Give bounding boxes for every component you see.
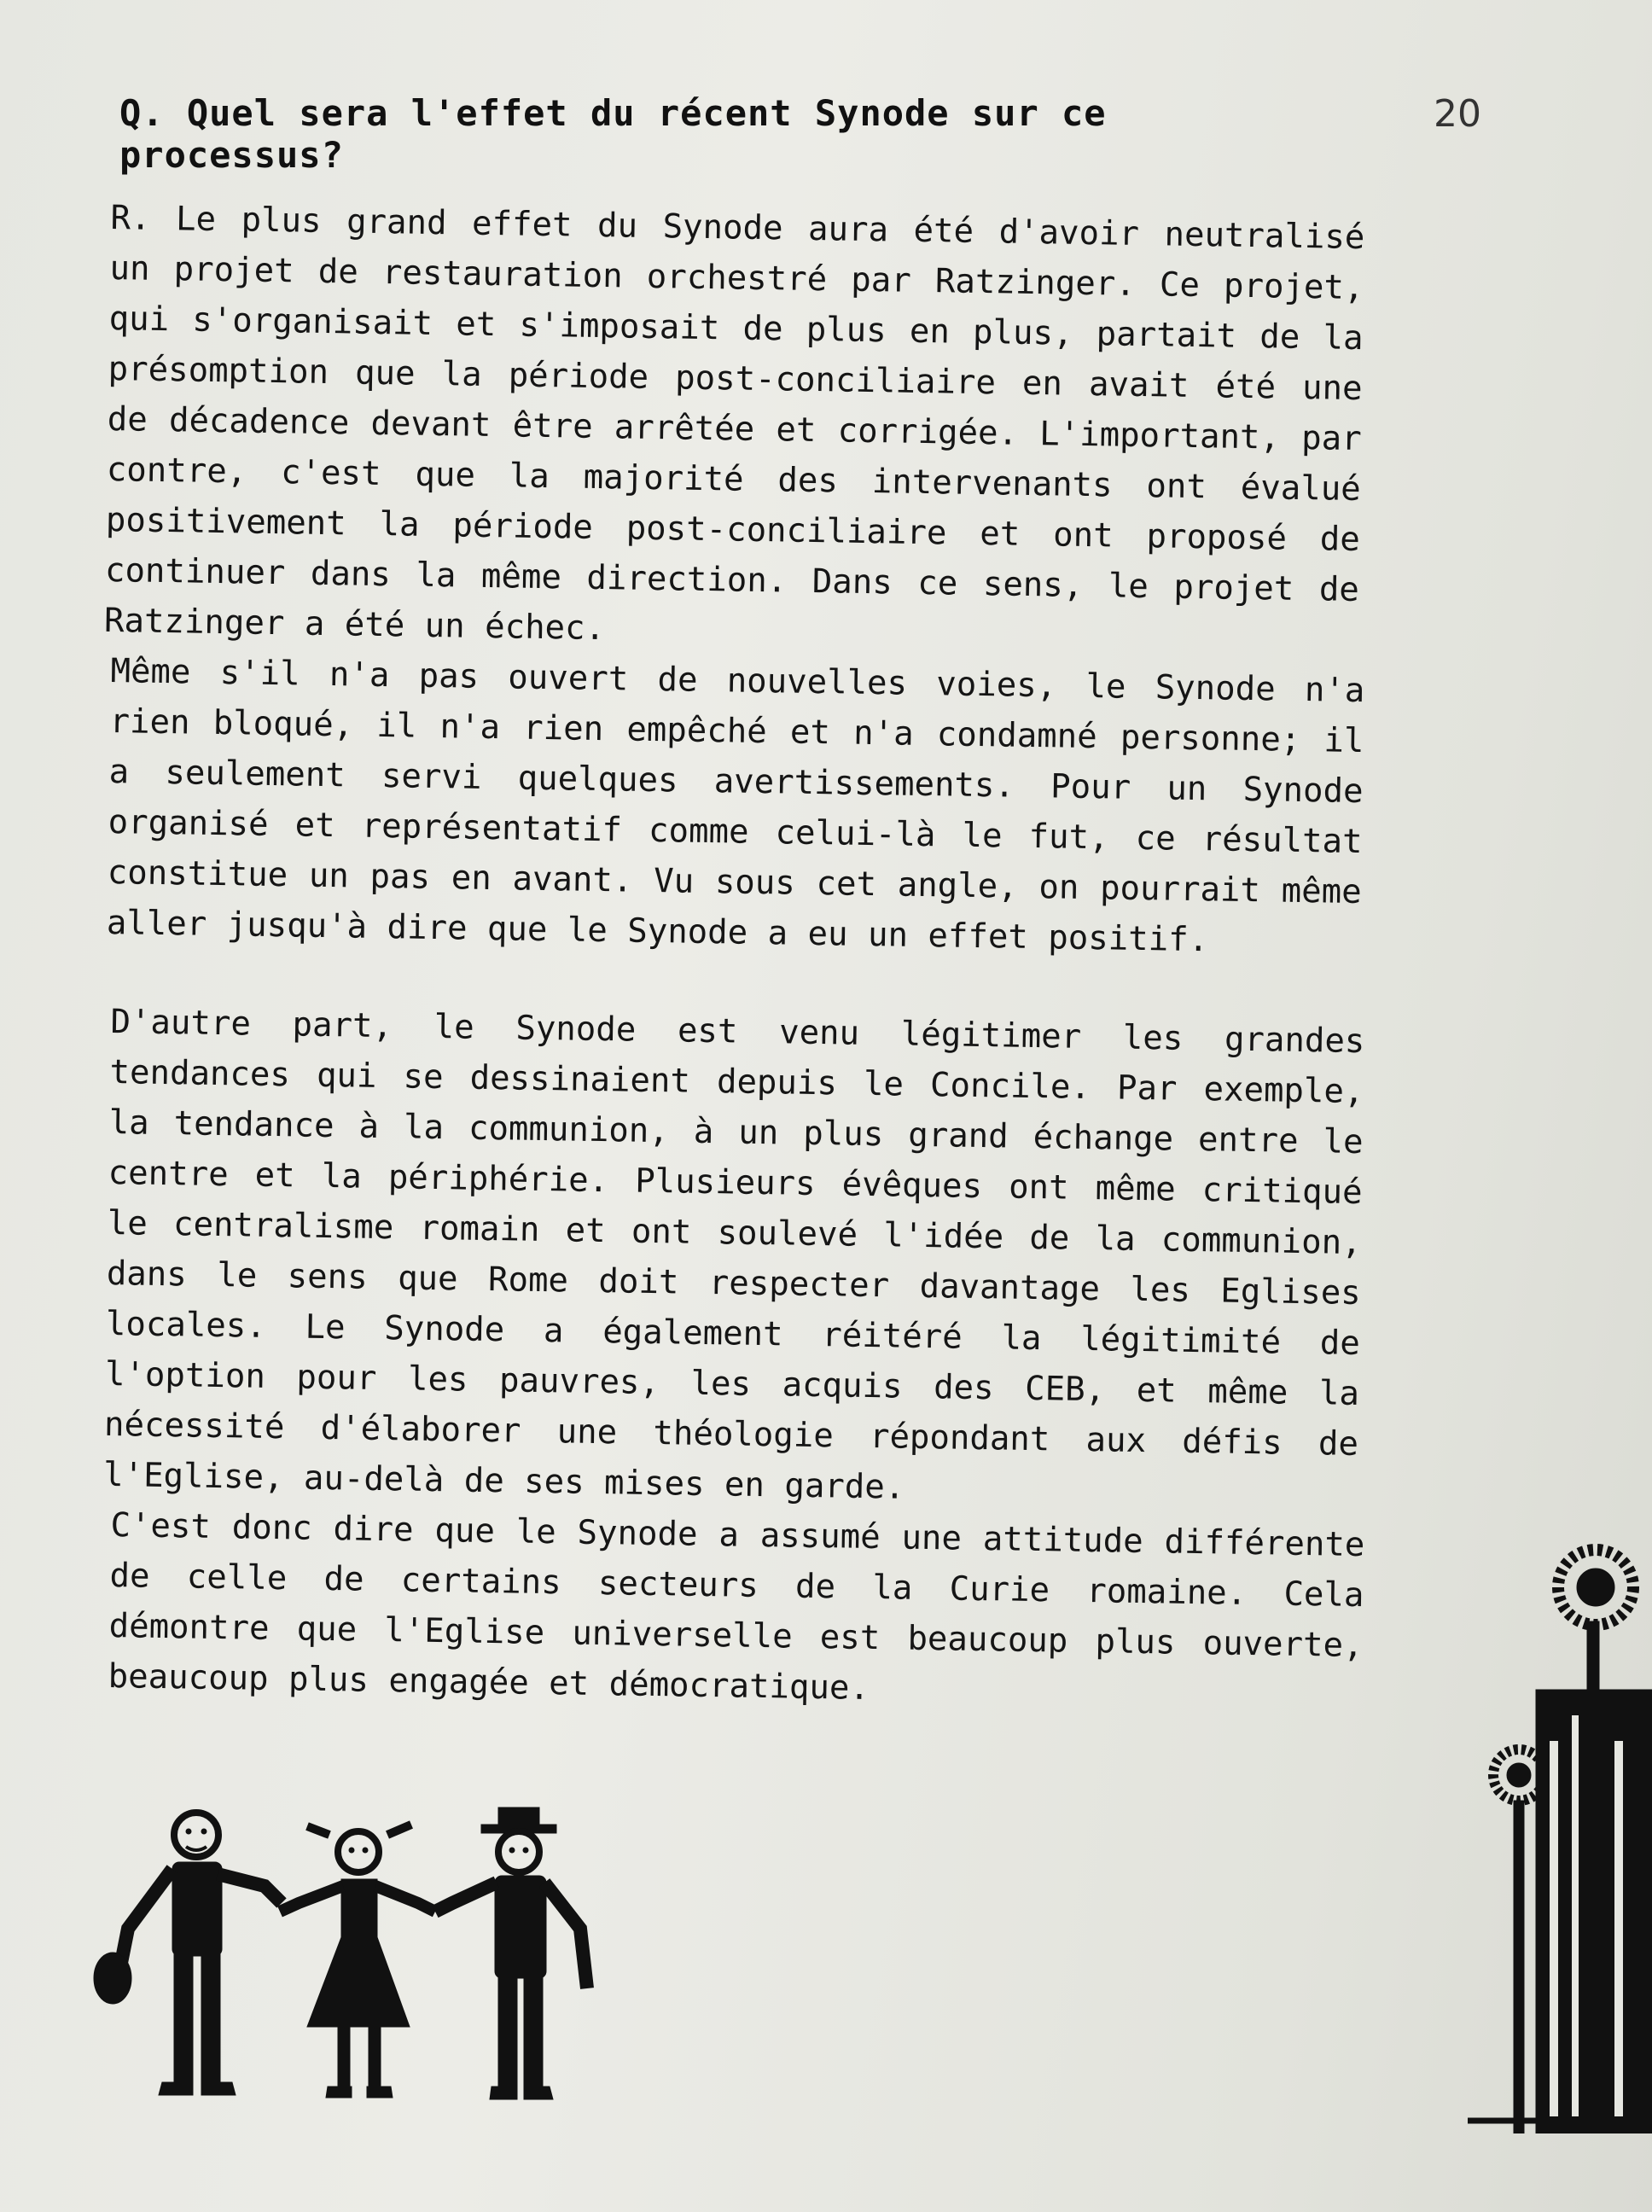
three-figures-illustration	[77, 1801, 640, 2125]
flower-tower-illustration	[1468, 1519, 1652, 2133]
paragraph-answer-intro: R. Le plus grand effet du Synode aura été d'avoir neutralisé un projet de restauration orchestré par Ratzinger. Ce projet, qui s'organisait et s'imposait de plus en plus, partait de la présomption que la période post-conciliaire en avait été une de décadence devant être arrêtée et corrigée. L'important, par contre, c'est que la majorité des intervenants ont évalué positivement la période post-conciliaire et ont proposé de continuer dans la même direction. Dans ce sens, le projet de Ratzinger a été un échec.	[103, 198, 1365, 649]
left-figure	[94, 1813, 282, 2095]
paragraph-synod-effect: Même s'il n'a pas ouvert de nouvelles voies, le Synode n'a rien bloqué, il n'a rien empêché et n'a condamné personne; il a seulement servi quelques avertissements. Pour un Synode organisé et représentatif comme celui-là le fut, ce résultat constitue un pas en avant. Vu sous cet angle, on pourrait même aller jusqu'à dire que le Synode a eu un effet positif.	[106, 651, 1365, 960]
paragraph-conclusion: C'est donc dire que le Synode a assumé une attitude différente de celle de certains secteurs de la Curie romaine. Cela démontre que l'Eglise universelle est beaucoup plus ouverte, beaucoup plus engagée et démocratique.	[108, 1505, 1365, 1708]
paragraph-tendencies: D'autre part, le Synode est venu légitimer les grandes tendances qui se dessinaient depuis le Concile. Par exemple, la tendance à la communion, à un plus grand échange entre le centre et la périphérie. Plusieurs évêques ont même critiqué le centralisme romain et ont soulevé l'idée de la communion, dans le sens que Rome doit respecter davantage les Eglises locales. Le Synode a également réitéré la légitimité de l'option pour les pauvres, les acquis des CEB, et même la nécessité d'élaborer une théologie répondant aux défis de l'Eglise, au-delà de ses mises en garde.	[102, 1002, 1365, 1507]
page-number: 20	[1434, 92, 1481, 136]
right-figure	[435, 1807, 587, 2099]
middle-figure	[280, 1825, 435, 2098]
question-heading: Q. Quel sera l'effet du récent Synode sur ce processus?	[119, 92, 1107, 176]
